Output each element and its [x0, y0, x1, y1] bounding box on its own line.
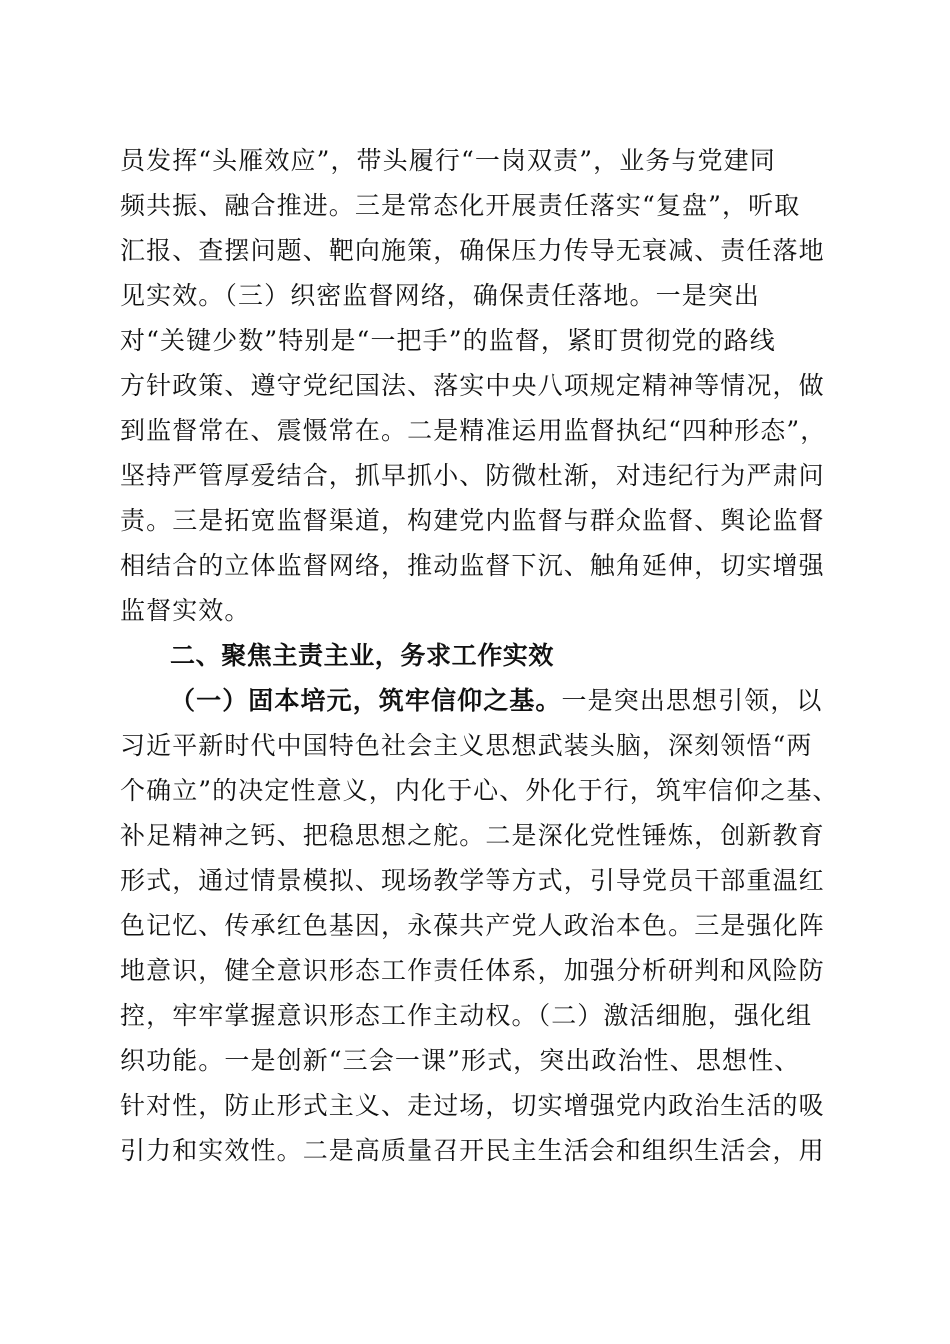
- paragraph-line: 色记忆、传承红色基因，永葆共产党人政治本色。三是强化阵: [120, 911, 825, 940]
- paragraph-line: 补足精神之钙、把稳思想之舵。二是深化党性锤炼，创新教育: [120, 821, 825, 850]
- paragraph-line: 织功能。一是创新“三会一课”形式，突出政治性、思想性、: [120, 1046, 801, 1075]
- paragraph-line: 坚持严管厚爱结合，抓早抓小、防微杜渐，对违纪行为严肃问: [120, 461, 825, 490]
- paragraph-line-rest: 一是突出思想引领，以: [561, 686, 823, 715]
- paragraph-line: 责。三是拓宽监督渠道，构建党内监督与群众监督、舆论监督: [120, 506, 825, 535]
- paragraph-line: 形式，通过情景模拟、现场教学等方式，引导党员干部重温红: [120, 866, 825, 895]
- paragraph-line: 监督实效。: [120, 596, 251, 625]
- paragraph-line: 对“关键少数”特别是“一把手”的监督，紧盯贯彻党的路线: [120, 326, 776, 355]
- section-heading: 二、聚焦主责主业，务求工作实效: [170, 641, 555, 670]
- paragraph-line: 相结合的立体监督网络，推动监督下沉、触角延伸，切实增强: [120, 551, 825, 580]
- paragraph-line: 个确立”的决定性意义，内化于心、外化于行，筑牢信仰之基、: [120, 776, 839, 805]
- paragraph-line: 控，牢牢掌握意识形态工作主动权。（二）激活细胞，强化组: [120, 1001, 813, 1030]
- paragraph-line: 频共振、融合推进。三是常态化开展责任落实“复盘”，听取: [120, 191, 801, 220]
- paragraph-line: 到监督常在、震慑常在。二是精准运用监督执纪“四种形态”，: [120, 416, 827, 445]
- paragraph-line: 见实效。（三）织密监督网络，确保责任落地。一是突出: [120, 281, 761, 310]
- paragraph-line: 地意识，健全意识形态工作责任体系，加强分析研判和风险防: [120, 956, 825, 985]
- paragraph-line: 针对性，防止形式主义、走过场，切实增强党内政治生活的吸: [120, 1091, 825, 1120]
- paragraph-first-line: [170, 686, 823, 716]
- subsection-heading: （一）固本培元，筑牢信仰之基。: [170, 686, 562, 715]
- paragraph-line: 汇报、查摆问题、靶向施策，确保压力传导无衰减、责任落地: [120, 236, 825, 265]
- paragraph-line: 习近平新时代中国特色社会主义思想武装头脑，深刻领悟“两: [120, 731, 813, 760]
- paragraph-line: 方针政策、遵守党纪国法、落实中央八项规定精神等情况，做: [120, 371, 825, 400]
- paragraph-line: 引力和实效性。二是高质量召开民主生活会和组织生活会，用: [120, 1136, 825, 1165]
- paragraph-line: 员发挥“头雁效应”，带头履行“一岗双责”，业务与党建同: [120, 146, 776, 175]
